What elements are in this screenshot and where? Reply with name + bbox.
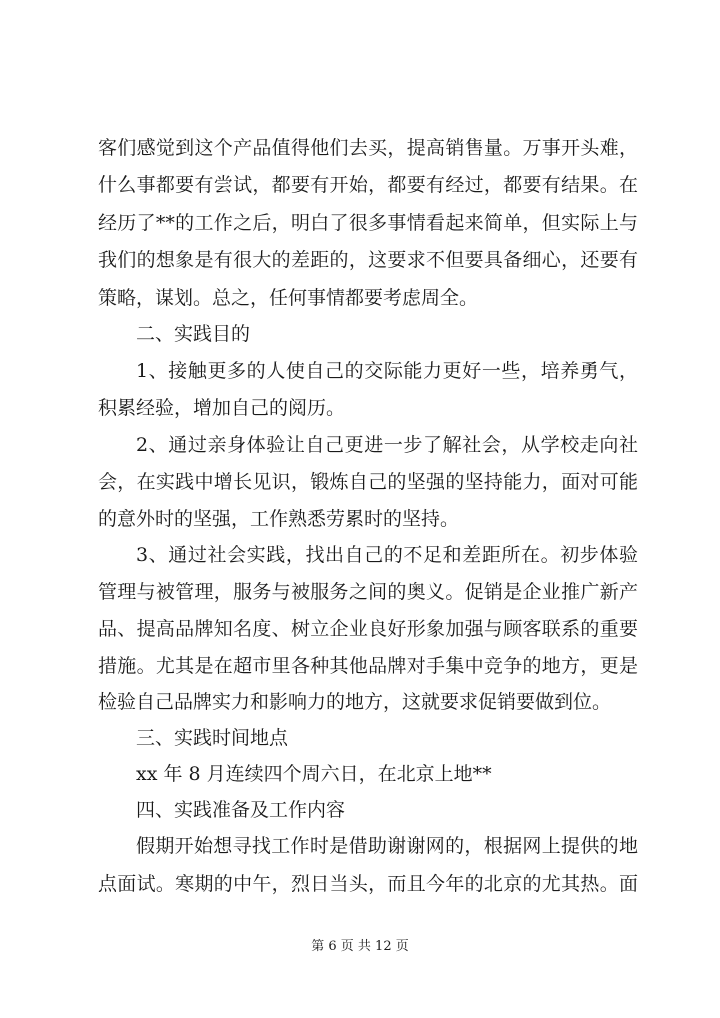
body-text-line: 检验自己品牌实力和影响力的地方，这就要求促销要做到位。 [98, 691, 612, 713]
body-text-line: 经历了**的工作之后，明白了很多事情看起来简单，但实际上与 [98, 212, 638, 234]
body-text-line: 什么事都要有尝试，都要有开始，都要有经过，都要有结果。在 [98, 174, 638, 196]
body-text-line: 措施。尤其是在超市里各种其他品牌对手集中竞争的地方，更是 [98, 655, 638, 677]
body-text-line: 管理与被管理，服务与被服务之间的奥义。促销是企业推广新产 [98, 581, 638, 603]
section-heading: 四、实践准备及工作内容 [136, 799, 346, 821]
page-number-footer: 第 6 页 共 12 页 [311, 939, 409, 954]
section-heading: 二、实践目的 [136, 323, 251, 345]
body-text-line: 我们的想象是有很大的差距的，这要求不但要具备细心，还要有 [98, 249, 638, 271]
section-heading: 三、实践时间地点 [136, 727, 289, 749]
body-text-line: 点面试。寒期的中午，烈日当头，而且今年的北京的尤其热。面 [98, 873, 638, 895]
body-text-line: 客们感觉到这个产品值得他们去买，提高销售量。万事开头难， [98, 137, 638, 159]
body-text-line: 策略，谋划。总之，任何事情都要考虑周全。 [98, 287, 479, 309]
body-text-line: 假期开始想寻找工作时是借助谢谢网的，根据网上提供的地 [136, 835, 638, 857]
body-text-line: 的意外时的坚强，工作熟悉劳累时的坚持。 [98, 508, 460, 530]
body-text-line: 会，在实践中增长见识，锻炼自己的坚强的坚持能力，面对可能 [98, 471, 638, 493]
body-text-line: 3、通过社会实践，找出自己的不足和差距所在。初步体验 [136, 544, 638, 566]
body-text-line: 品、提高品牌知名度、树立企业良好形象加强与顾客联系的重要 [98, 618, 638, 640]
body-text-line: 1、接触更多的人使自己的交际能力更好一些，培养勇气， [136, 360, 638, 382]
body-text-line: xx 年 8 月连续四个周六日，在北京上地** [136, 763, 492, 785]
body-text-line: 2、通过亲身体验让自己更进一步了解社会，从学校走向社 [136, 434, 638, 456]
body-text-line: 积累经验，增加自己的阅历。 [98, 397, 346, 419]
